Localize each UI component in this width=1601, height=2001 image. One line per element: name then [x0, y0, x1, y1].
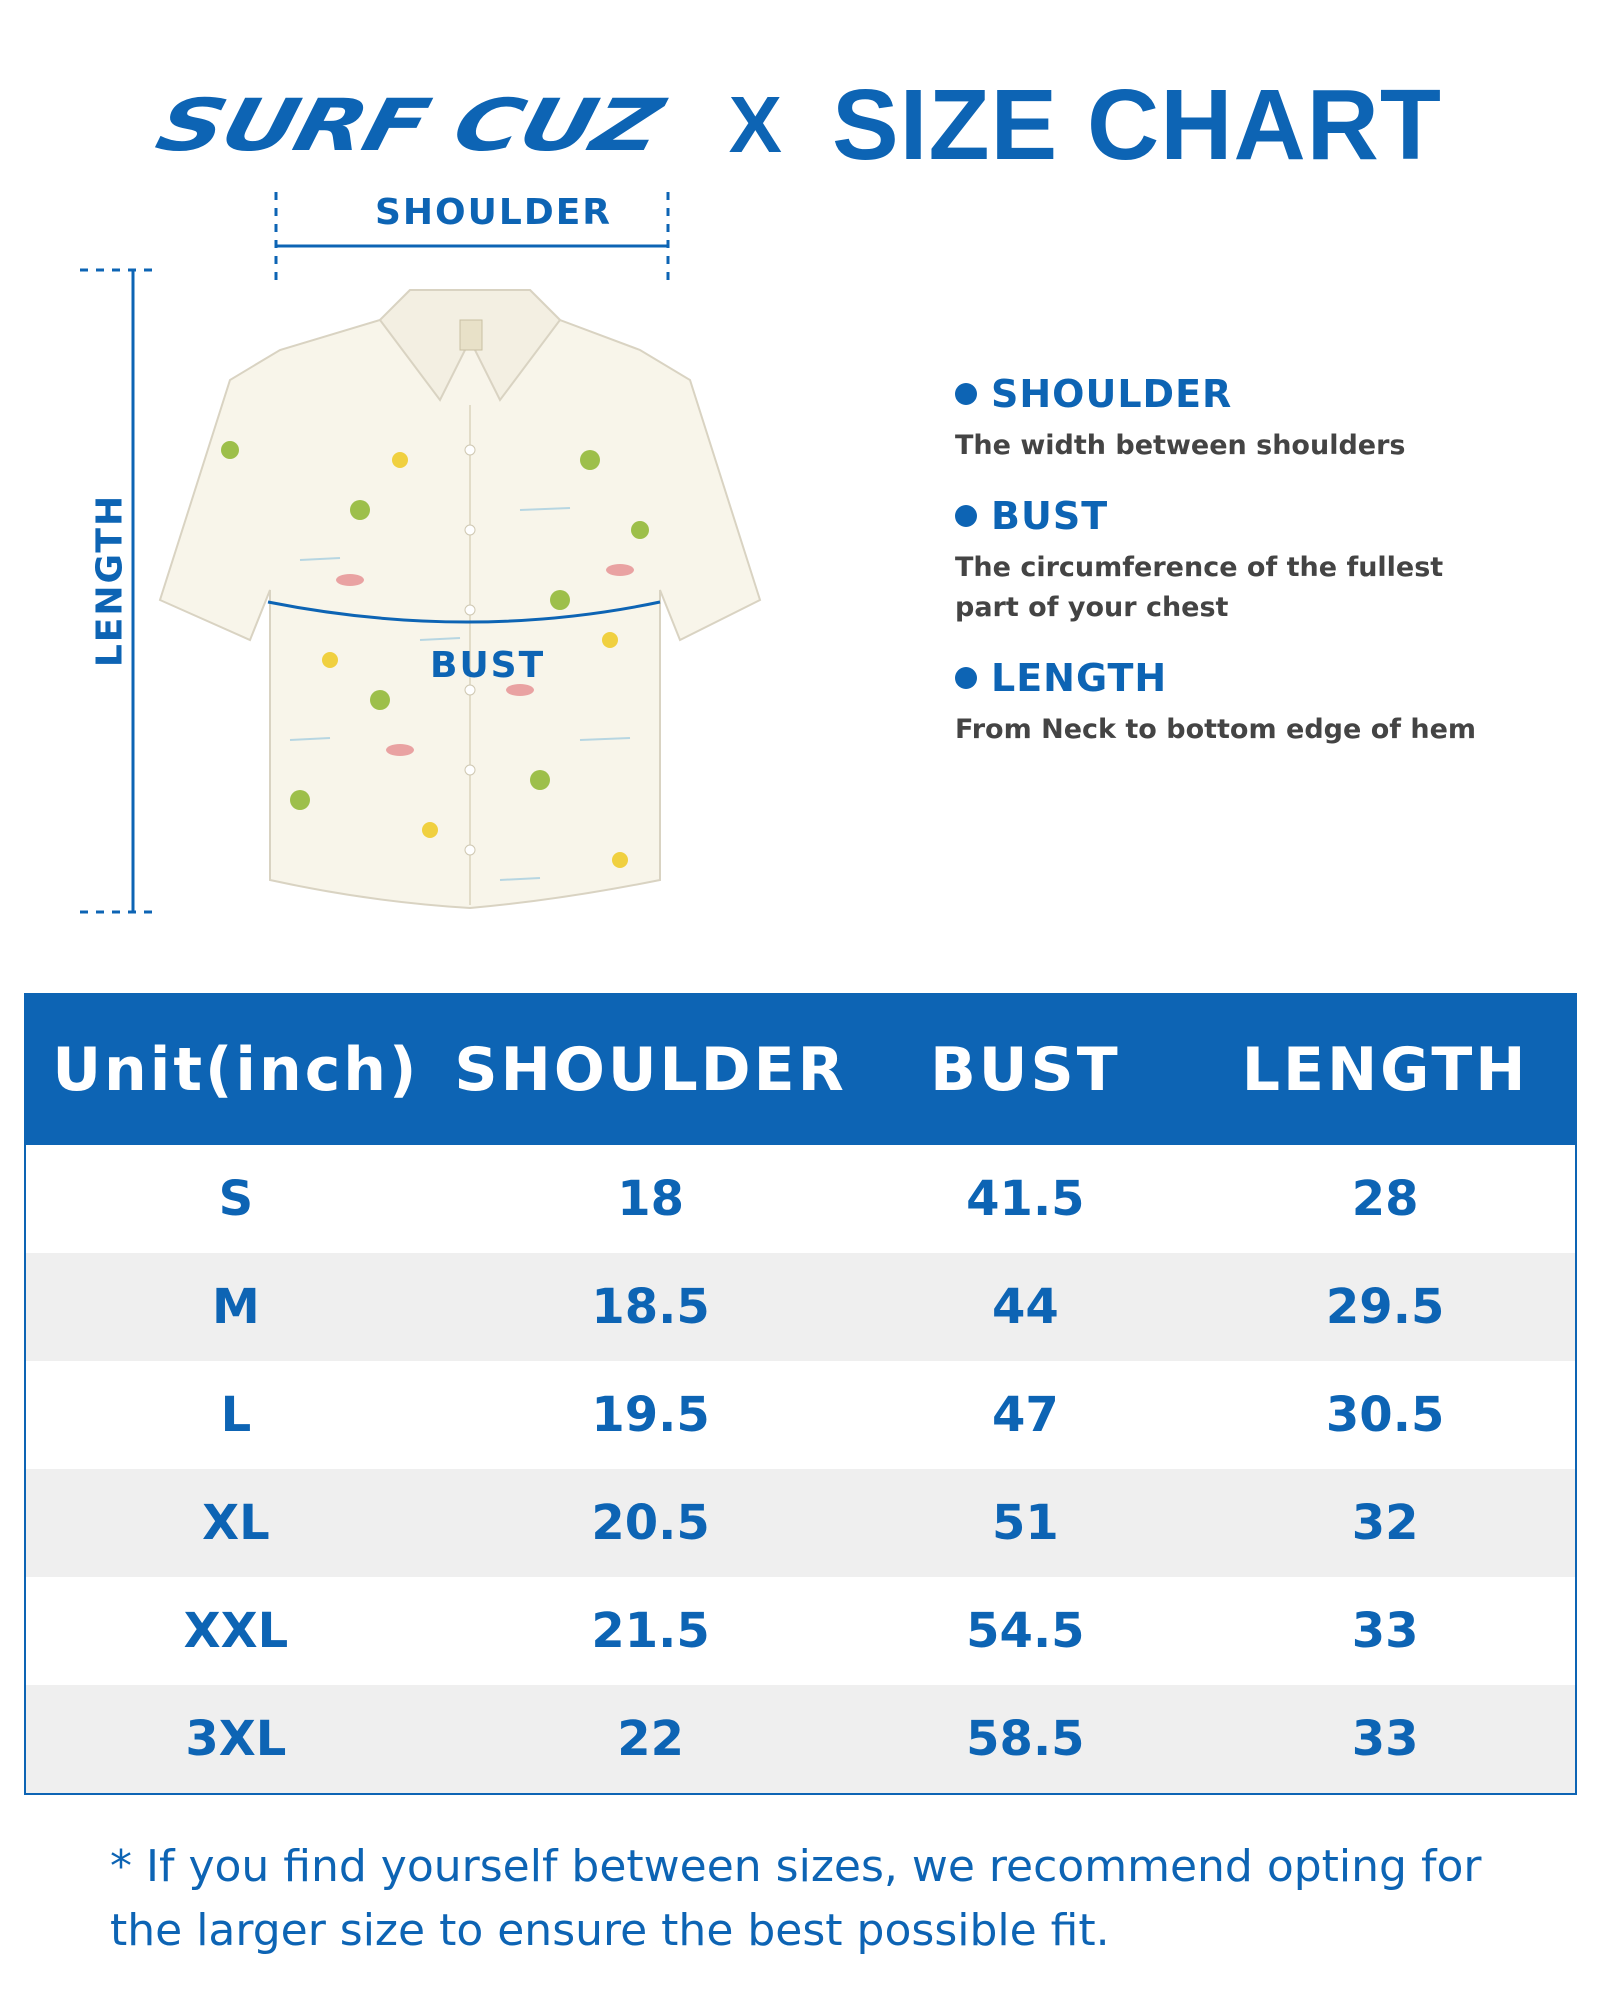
fit-note: * If you find yourself between sizes, we recommend opting for the larger size to ensure the best possible fit.	[110, 1841, 1482, 1956]
definition-length	[955, 656, 1515, 750]
bullet-icon	[955, 667, 977, 689]
size-cell: XXL	[183, 1603, 289, 1659]
definition-text: The width between shoulders	[955, 430, 1406, 461]
shoulder-cell: 21.5	[591, 1603, 710, 1659]
bust-cell: 44	[991, 1279, 1059, 1335]
table-row	[26, 1253, 1575, 1361]
definition-title: BUST	[991, 494, 1109, 538]
table-row	[26, 1469, 1575, 1577]
length-cell: 33	[1351, 1603, 1419, 1659]
table-header-unit: Unit(inch)	[52, 1035, 420, 1105]
shoulder-cell: 18.5	[591, 1279, 710, 1335]
bullet-icon	[955, 505, 977, 527]
page-title: SIZE CHART	[831, 68, 1442, 181]
definition-title: SHOULDER	[991, 372, 1233, 416]
definition-bust	[955, 494, 1515, 628]
title-separator: X	[728, 80, 782, 169]
table-header-bust: BUST	[930, 1035, 1121, 1105]
measurement-diagram	[0, 180, 1601, 940]
table-row	[26, 1577, 1575, 1685]
size-cell: XL	[202, 1495, 270, 1551]
shoulder-dimension-label: SHOULDER	[375, 192, 613, 233]
bust-cell: 41.5	[966, 1171, 1085, 1227]
definitions-list	[955, 372, 1515, 778]
bust-cell: 51	[991, 1495, 1059, 1551]
brand-logo: SURF CUZ	[148, 83, 670, 167]
table-header-length: LENGTH	[1241, 1035, 1529, 1105]
bust-dimension-label: BUST	[430, 645, 546, 686]
bust-cell: 54.5	[966, 1603, 1085, 1659]
page-header	[0, 70, 1601, 180]
bust-cell: 58.5	[966, 1711, 1085, 1767]
table-row	[26, 1145, 1575, 1253]
table-header-shoulder: SHOULDER	[454, 1035, 847, 1105]
shoulder-cell: 22	[617, 1711, 684, 1767]
length-cell: 29.5	[1325, 1279, 1445, 1335]
length-cell: 32	[1351, 1495, 1419, 1551]
size-cell: L	[220, 1387, 252, 1443]
shoulder-cell: 19.5	[591, 1387, 710, 1443]
bust-cell: 47	[991, 1387, 1059, 1443]
size-cell: S	[218, 1171, 254, 1227]
table-row	[26, 1361, 1575, 1469]
shoulder-cell: 18	[617, 1171, 684, 1227]
definition-shoulder	[955, 372, 1515, 466]
size-cell: M	[211, 1279, 260, 1335]
length-dimension-label: LENGTH	[89, 493, 131, 668]
length-cell: 30.5	[1325, 1387, 1445, 1443]
table-row	[26, 1685, 1575, 1793]
length-cell: 33	[1351, 1711, 1419, 1767]
size-cell: 3XL	[185, 1711, 287, 1767]
length-cell: 28	[1351, 1171, 1419, 1227]
bullet-icon	[955, 383, 977, 405]
definition-text: From Neck to bottom edge of hem	[955, 714, 1477, 745]
shirt-illustration	[0, 180, 960, 940]
shoulder-cell: 20.5	[591, 1495, 710, 1551]
table-header-row	[26, 995, 1575, 1145]
size-table	[24, 993, 1577, 1795]
definition-text: The circumference of the fullest part of your chest	[955, 552, 1444, 623]
definition-title: LENGTH	[991, 656, 1168, 700]
